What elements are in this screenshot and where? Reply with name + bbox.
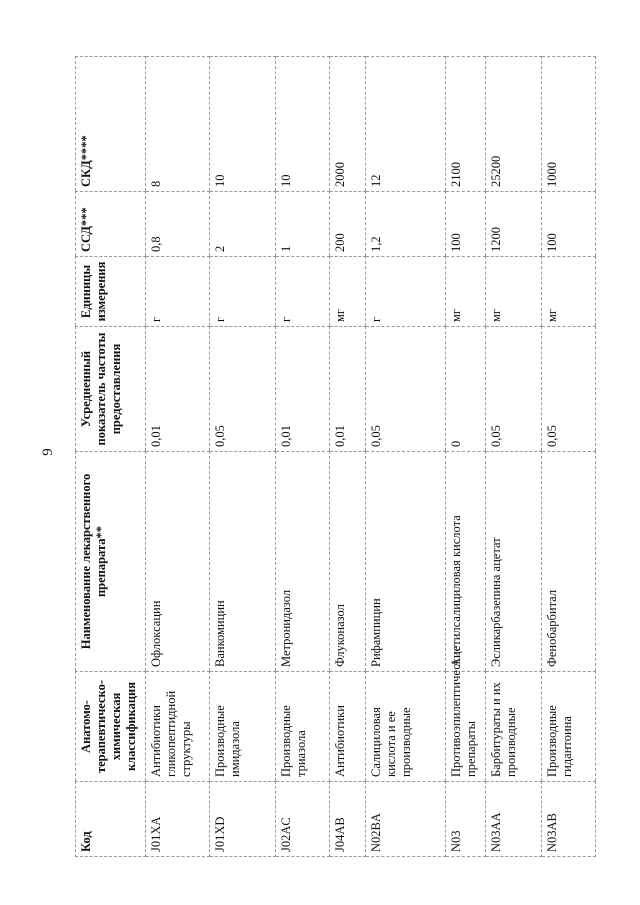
cell-ssd: 200 <box>330 192 366 257</box>
table-row <box>210 57 276 857</box>
cell-ssd: 1,2 <box>366 192 446 257</box>
cell-atc: Антибиотики <box>330 672 366 782</box>
cell-code: N03 <box>446 782 486 857</box>
cell-unit: г <box>146 257 210 327</box>
cell-drug: Флуконазол <box>330 452 366 672</box>
cell-frequency: 0,01 <box>276 327 330 452</box>
cell-drug: Фенобарбитал <box>542 452 596 672</box>
cell-atc: Производные триазола <box>276 672 330 782</box>
header-atc: Анатомо-терапевтическо-химическая классификация <box>76 672 146 782</box>
cell-ssd: 2 <box>210 192 276 257</box>
cell-code: J02AC <box>276 782 330 857</box>
cell-code: N02BA <box>366 782 446 857</box>
cell-ssd: 100 <box>446 192 486 257</box>
cell-drug: Ацетилсалициловая кислота <box>446 452 486 672</box>
cell-skd: 10 <box>276 57 330 192</box>
cell-code: N03AB <box>542 782 596 857</box>
header-unit: Единицы измерения <box>76 257 146 327</box>
header-ssd: ССД*** <box>76 192 146 257</box>
cell-atc: Производные гидантоина <box>542 672 596 782</box>
cell-drug: Эсликарбазепина ацетат <box>486 452 542 672</box>
table-row <box>276 57 330 857</box>
cell-unit: г <box>276 257 330 327</box>
cell-unit: мг <box>330 257 366 327</box>
cell-frequency: 0 <box>446 327 486 452</box>
cell-ssd: 0,8 <box>146 192 210 257</box>
cell-drug: Метронидазол <box>276 452 330 672</box>
table-header-row <box>76 57 146 857</box>
table-row <box>486 57 542 857</box>
table-row <box>146 57 210 857</box>
page-number: 9 <box>40 448 56 456</box>
cell-skd: 1000 <box>542 57 596 192</box>
cell-drug: Офлоксацин <box>146 452 210 672</box>
cell-code: J04AB <box>330 782 366 857</box>
header-code: Код <box>76 782 146 857</box>
cell-frequency: 0,05 <box>542 327 596 452</box>
cell-ssd: 1200 <box>486 192 542 257</box>
cell-code: J01XA <box>146 782 210 857</box>
cell-atc: Салициловая кислота и ее производные <box>366 672 446 782</box>
cell-skd: 8 <box>146 57 210 192</box>
cell-frequency: 0,05 <box>366 327 446 452</box>
header-drug: Наименование лекарственного препарата** <box>76 452 146 672</box>
cell-unit: г <box>366 257 446 327</box>
cell-skd: 2000 <box>330 57 366 192</box>
cell-unit: г <box>210 257 276 327</box>
table-row <box>330 57 366 857</box>
rotated-page-content <box>75 57 600 857</box>
cell-atc: Барбитураты и их производные <box>486 672 542 782</box>
cell-code: J01XD <box>210 782 276 857</box>
table-row <box>446 57 486 857</box>
cell-frequency: 0,01 <box>330 327 366 452</box>
table-row <box>366 57 446 857</box>
cell-code: N03AA <box>486 782 542 857</box>
cell-frequency: 0,05 <box>486 327 542 452</box>
cell-frequency: 0,05 <box>210 327 276 452</box>
header-frequency: Усредненный показатель частоты предоставления <box>76 327 146 452</box>
table-row <box>542 57 596 857</box>
cell-skd: 25200 <box>486 57 542 192</box>
cell-atc: Производные имидазола <box>210 672 276 782</box>
drug-table <box>75 56 596 857</box>
cell-drug: Рифампицин <box>366 452 446 672</box>
cell-ssd: 100 <box>542 192 596 257</box>
cell-skd: 10 <box>210 57 276 192</box>
cell-atc: Антибиотики гликопептидной структуры <box>146 672 210 782</box>
cell-unit: мг <box>446 257 486 327</box>
cell-ssd: 1 <box>276 192 330 257</box>
cell-skd: 2100 <box>446 57 486 192</box>
cell-frequency: 0,01 <box>146 327 210 452</box>
cell-skd: 12 <box>366 57 446 192</box>
cell-drug: Ванкомицин <box>210 452 276 672</box>
cell-atc: Противоэпилептические препараты <box>446 672 486 782</box>
cell-unit: мг <box>486 257 542 327</box>
cell-unit: мг <box>542 257 596 327</box>
header-skd: СКД**** <box>76 57 146 192</box>
